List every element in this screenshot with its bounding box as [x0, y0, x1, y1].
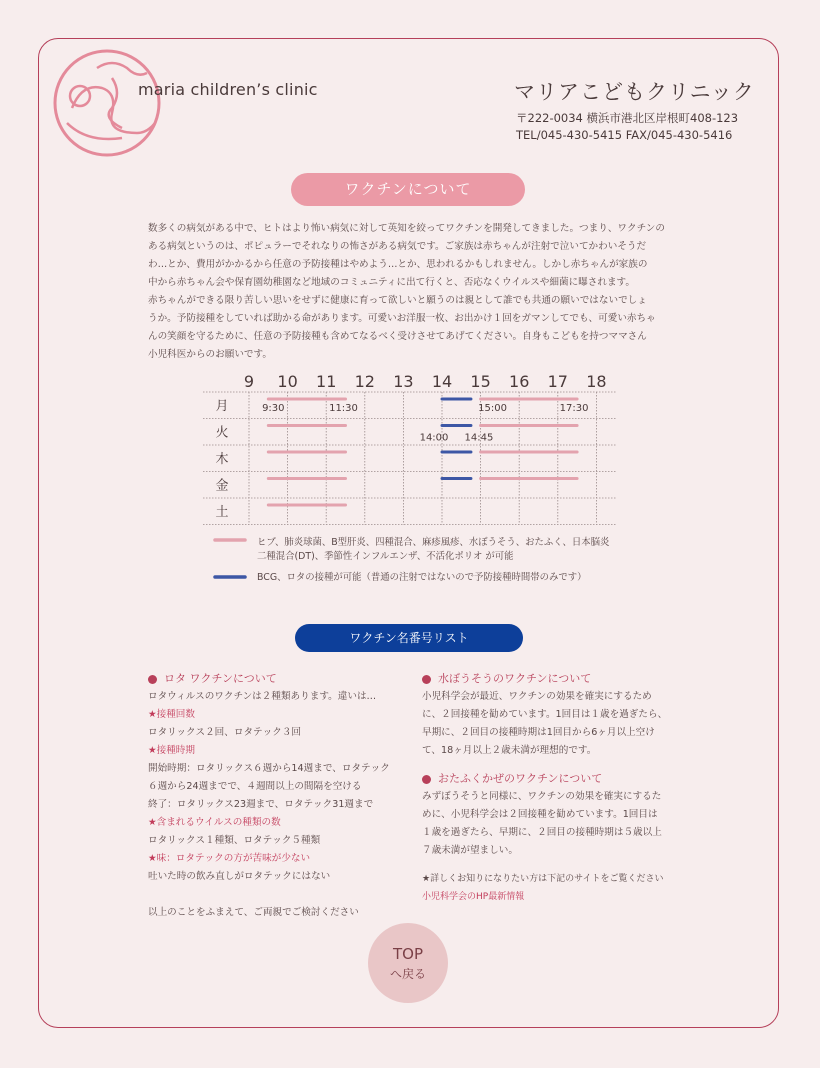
intro-line: うか。予防接種をしていれば助かる命があります。可愛いお洋服一枚、お出かけ１回をガマンしてでも、可愛い赤ちゃ: [148, 313, 656, 324]
intro-text: [148, 220, 676, 364]
top-button-label: TOP: [392, 945, 423, 963]
day-label: 土: [215, 505, 229, 520]
otafuku-text: めに、小児科学会は２回接種を勧めています。1回目は: [422, 809, 658, 820]
more-info-link[interactable]: 小児科学会のHP最新情報: [422, 892, 525, 902]
clinic-contact: TEL/045-430-5415 FAX/045-430-5416: [516, 128, 733, 142]
mizubo-heading: [422, 670, 677, 688]
rota-text: 開始時期：ロタリックス６週から14週まで、ロタテック: [148, 763, 390, 774]
otafuku-text: ７歳未満が望ましい。: [422, 845, 518, 856]
legend-general: [257, 536, 609, 564]
hour-label: 13: [393, 372, 414, 391]
more-info: [422, 870, 677, 906]
intro-line: ある病気というのは、ポピュラーでそれなりの怖さがある病気です。ご家族は赤ちゃんが注射で泣いてかわいそうだ: [148, 241, 647, 252]
rota-text: 終了：ロタリックス23週まで、ロタテック31週まで: [148, 799, 374, 810]
rota-section: [148, 670, 398, 922]
time-label: 17:30: [559, 403, 589, 414]
rota-subhead: ★含まれるウイルスの種類の数: [148, 817, 281, 828]
rota-text: ロタリックス１種類、ロタテック５種類: [148, 835, 321, 846]
time-label: 9:30: [262, 403, 285, 414]
rota-subhead: ★接種時期: [148, 745, 195, 756]
hour-label: 16: [509, 372, 530, 391]
legend-special-line1: BCG、ロタの接種が可能（普通の注射ではないので予防接種時間帯のみです）: [257, 572, 587, 583]
bullet-icon: [148, 675, 157, 684]
rota-subhead: ★接種回数: [148, 709, 195, 720]
day-label: 月: [215, 399, 229, 414]
rota-heading: [148, 670, 398, 688]
vaccine-list-title: ワクチン名番号リスト: [295, 624, 523, 652]
otafuku-title: おたふくかぜのワクチンについて: [438, 772, 603, 785]
time-label: 14:00: [419, 432, 449, 444]
mizubo-text: 早期に、２回目の接種時期は1回目から6ヶ月以上空け: [422, 727, 655, 738]
day-label: 火: [215, 425, 229, 441]
hour-label: 10: [277, 372, 298, 391]
day-label: 木: [215, 452, 229, 467]
clinic-name-jp: マリアこどもクリニック: [514, 80, 755, 104]
rota-text: ロタウィルスのワクチンは２種類あります。違いは…: [148, 691, 377, 702]
rota-text: 以上のことをふまえて、ご両親でご検討ください: [148, 907, 359, 918]
mizubo-text: 小児科学会が最近、ワクチンの効果を確実にするため: [422, 691, 652, 702]
bullet-icon: [422, 775, 431, 784]
mizubo-text: に、２回接種を勧めています。1回目は１歳を過ぎたら、: [422, 709, 668, 720]
rota-subhead: ★味：ロタテックの方が苦味が少ない: [148, 853, 311, 864]
intro-line: んの笑顔を守るために、任意の予防接種も含めてなるべく受けさせてあげてください。自身もこどもを持つママさん: [148, 331, 647, 342]
time-label: 14:45: [464, 432, 494, 444]
rota-title: ロタ ワクチンについて: [164, 672, 277, 685]
day-label: 金: [215, 478, 229, 494]
legend-general-line1: ヒブ、肺炎球菌、B型肝炎、四種混合、麻疹風疹、水ぼうそう、おたふく、日本脳炎: [257, 537, 610, 548]
otafuku-heading: [422, 770, 677, 788]
otafuku-text: １歳を過ぎたら、早期に、２回目の接種時期は５歳以上: [422, 827, 662, 838]
mizubo-text: て、18ヶ月以上２歳未満が理想的です。: [422, 745, 597, 756]
intro-line: 中から赤ちゃん会や保育園幼稚園など地域のコミュニティに出て行くと、否応なくウイルスや細菌に曝されます。: [148, 277, 635, 288]
mizubo-section: [422, 670, 677, 760]
intro-line: 数多くの病気がある中で、ヒトはより怖い病気に対して英知を絞ってワクチンを開発してきました。つまり、ワクチンの: [148, 223, 665, 234]
clinic-name-en: maria children’s clinic: [138, 80, 318, 99]
legend-general-line2: 二種混合(DT)、季節性インフルエンザ、不活化ポリオ が可能: [257, 551, 514, 562]
top-button[interactable]: [368, 923, 448, 1003]
mizubo-title: 水ぼうそうのワクチンについて: [438, 672, 592, 685]
otafuku-section: [422, 770, 677, 860]
clinic-logo-icon: [52, 48, 162, 158]
more-info-text: ★詳しくお知りになりたい方は下記のサイトをご覧ください: [422, 874, 664, 884]
intro-line: わ…とか、費用がかかるから任意の予防接種はやめよう…とか、思われるかもしれません。しかし赤ちゃんが家族の: [148, 259, 648, 270]
top-button-sublabel: へ戻る: [389, 967, 426, 981]
vaccine-section-title: ワクチンについて: [291, 173, 525, 206]
hour-label: 9: [243, 372, 255, 391]
hour-label: 11: [316, 372, 337, 391]
hour-label: 12: [354, 372, 375, 391]
hour-label: 15: [470, 372, 491, 391]
clinic-address: 〒222-0034 横浜市港北区岸根町408-123: [516, 111, 739, 125]
rota-text: ロタリックス２回、ロタテック３回: [148, 727, 302, 738]
bullet-icon: [422, 675, 431, 684]
time-label: 11:30: [329, 403, 358, 414]
legend-special: [257, 571, 586, 585]
hour-label: 18: [586, 372, 607, 391]
rota-text: 吐いた時の飲み直しがロタテックにはない: [148, 871, 331, 882]
otafuku-text: みずぼうそうと同様に、ワクチンの効果を確実にするた: [422, 791, 662, 802]
hour-label: 14: [431, 372, 453, 391]
rota-text: ６週から24週までで、４週間以上の間隔を空ける: [148, 781, 362, 792]
intro-line: 小児科医からのお願いです。: [148, 349, 272, 360]
time-label: 15:00: [478, 403, 508, 414]
intro-line: 赤ちゃんができる限り苦しい思いをせずに健康に育って欲しいと願うのは親として誰でも共通の願いではないでしょ: [148, 295, 647, 306]
hour-label: 17: [547, 372, 568, 391]
clinic-address-block: [516, 110, 738, 144]
